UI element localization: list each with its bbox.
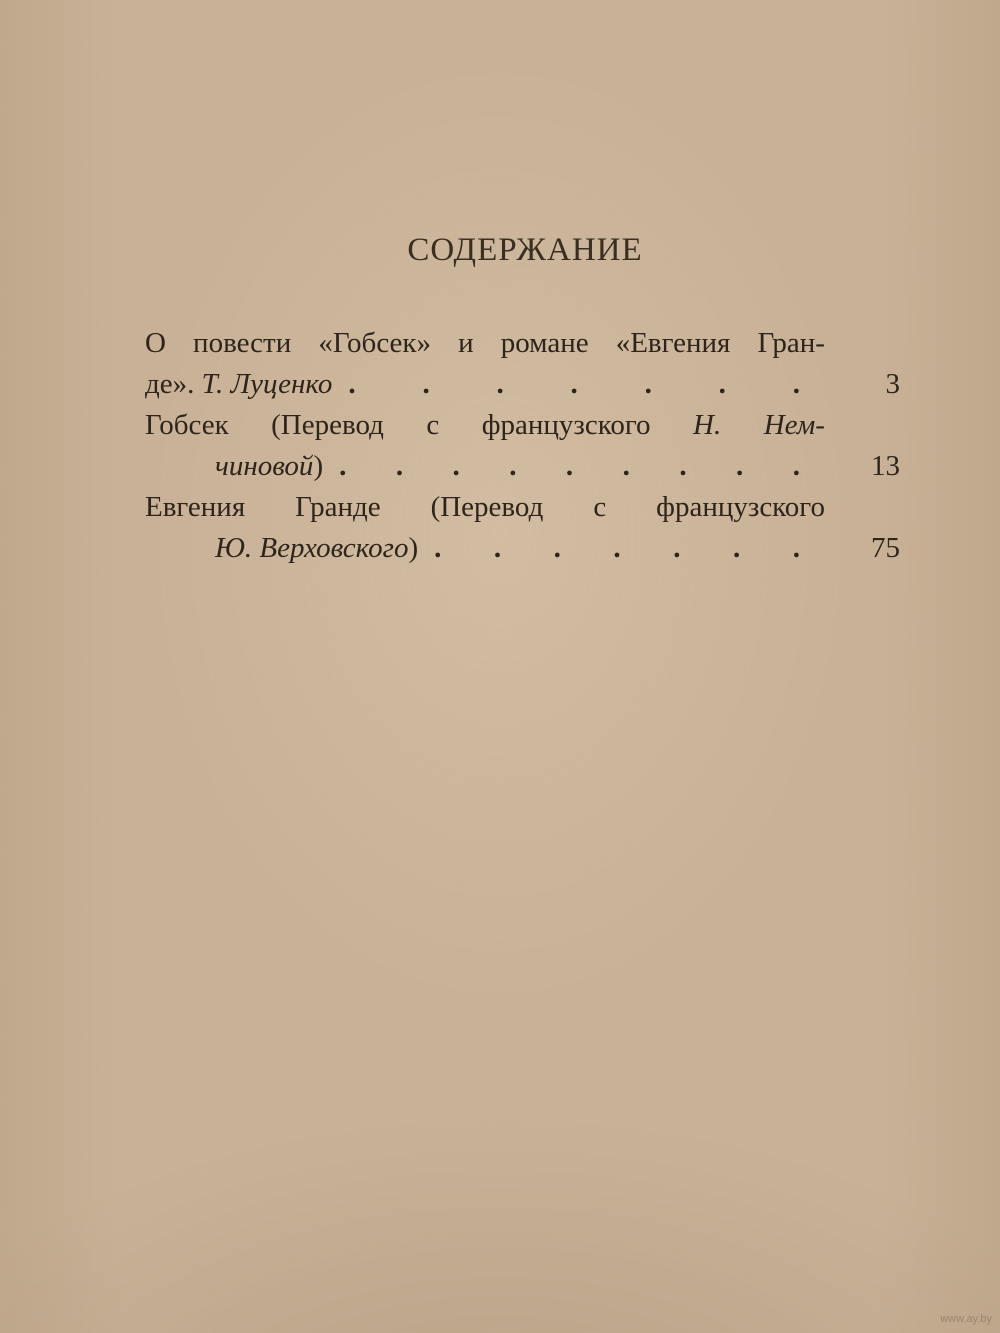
leader-dot: .	[452, 450, 460, 482]
leader-dot: .	[732, 532, 741, 564]
leader-dot: .	[644, 368, 652, 400]
word: повести	[193, 327, 292, 359]
word-italic: Нем-	[763, 409, 825, 441]
leader-dot: .	[422, 368, 430, 400]
toc-entry-1-page: 3	[885, 368, 900, 400]
leader-dot: .	[395, 450, 404, 482]
toc-entry-3-line-1	[145, 487, 900, 528]
leader-dot: .	[570, 368, 578, 400]
toc-entry-1-line-1	[145, 323, 900, 364]
toc-entry-1-line-2	[145, 364, 900, 405]
leader-dot: .	[553, 532, 561, 564]
leader-dot: .	[792, 450, 800, 482]
toc-entry-2-title	[145, 405, 825, 446]
leader-dot: .	[679, 450, 687, 482]
leader-dot: .	[718, 368, 726, 400]
translator-name: Ю. Верховского	[215, 532, 409, 564]
leader-dot: .	[509, 450, 517, 482]
leader-dot: .	[736, 450, 744, 482]
leader-dot: .	[622, 450, 630, 482]
word: и	[458, 327, 474, 359]
leader-dot: .	[339, 450, 347, 482]
leader-dot: .	[673, 532, 681, 564]
leader-dot: .	[496, 368, 504, 400]
leader-dot: .	[434, 532, 442, 564]
leader-dot: .	[792, 532, 800, 564]
toc-entry-3-title	[145, 487, 825, 528]
author-name: Т. Луценко	[201, 368, 333, 400]
leader-dot: .	[565, 450, 574, 482]
word: французского	[656, 491, 825, 523]
leader-dot: .	[792, 368, 800, 400]
toc-entry-2-translator	[145, 446, 323, 487]
dot-leaders	[418, 528, 800, 569]
word: Гранде	[295, 491, 381, 523]
word: Гран-	[757, 327, 825, 359]
toc-entry-2-page: 13	[871, 450, 900, 482]
word: с	[593, 491, 607, 523]
dot-leaders	[332, 364, 800, 405]
toc-entry-2-line-1	[145, 405, 900, 446]
text-plain: )	[313, 450, 324, 482]
text-plain: )	[408, 532, 419, 564]
leader-dot: .	[493, 532, 502, 564]
text-plain: де».	[145, 368, 195, 400]
watermark-text: www.ay.by	[940, 1313, 992, 1325]
table-of-contents	[145, 323, 900, 569]
leader-dot: .	[613, 532, 621, 564]
word: Евгения	[145, 491, 246, 523]
word: О	[145, 327, 166, 359]
toc-entry-1-title	[145, 323, 825, 364]
contents-heading: СОДЕРЖАНИЕ	[407, 232, 643, 268]
word: (Перевод	[430, 491, 544, 523]
toc-entry-3-translator	[145, 528, 418, 569]
word: Гобсек	[145, 409, 229, 441]
dot-leaders	[323, 446, 800, 487]
word: французского	[481, 409, 651, 441]
word: «Евгения	[615, 327, 731, 359]
word: «Гобсек»	[318, 327, 432, 359]
toc-entry-1-author	[145, 364, 332, 405]
word: (Перевод	[271, 409, 384, 441]
word: романе	[500, 327, 589, 359]
leader-dot: .	[348, 368, 356, 400]
word-italic: Н.	[693, 409, 722, 441]
translator-name: чиновой	[215, 450, 314, 482]
toc-entry-3-line-2	[145, 528, 900, 569]
word: с	[426, 409, 440, 441]
toc-entry-3-page: 75	[871, 532, 900, 564]
toc-entry-2-line-2	[145, 446, 900, 487]
